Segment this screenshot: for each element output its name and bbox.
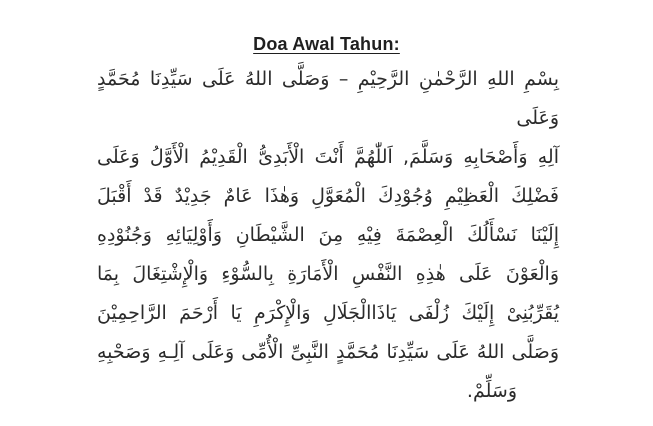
prayer-line: بِسْمِ اللهِ الرَّحْمٰنِ الرَّحِيْمِ – وَصَلَّى اللهُ عَلَى سَيِّدِنَا مُحَمَّدٍ وَعَلَى: [97, 68, 559, 129]
prayer-line: إِلَيْنَا نَسْأَلُكَ الْعِصْمَةَ فِيْهِ مِنَ الشَّيْطَانِ وَأَوْلِيَائِهِ وَجُنُوْدِهِ: [97, 224, 559, 246]
prayer-line-last: وَسَلِّمْ.: [466, 380, 517, 402]
prayer-line: وَصَلَّى اللهُ عَلَى سَيِّدِنَا مُحَمَّدٍ النَّبِىِّ الْأُمِّى وَعَلَى آلِـهِ وَصَحْبِهِ: [97, 341, 559, 363]
prayer-line: فَضْلِكَ الْعَظِيْمِ وُجُوْدِكَ الْمُعَوَّلِ وَهٰذَا عَامٌ جَدِيْدٌ قَدْ أَقْبَلَ: [97, 185, 559, 207]
page-title: Doa Awal Tahun:: [253, 34, 400, 54]
prayer-line: آلِهِ وَأَصْحَابِهِ وَسَلَّمَ, اَللّٰهُمَّ أَنْتَ الْأَبَدِىُّ الْقَدِيْمُ الْأَوَّلُ وَعَلَى: [97, 146, 559, 168]
prayer-text-block: [97, 60, 559, 411]
prayer-line: يُقَرِّبُنِىْ إِلَيْكَ زُلْفَى يَاذَاالْجَلَالِ وَالْإِكْرَمِ يَا أَرْحَمَ الرَّاحِمِيْنَ: [97, 302, 559, 324]
prayer-line: وَالْعَوْنَ عَلَى هٰذِهِ النَّفْسِ الْأَمَارَةِ بِالسُّوْءِ وَالْإِشْتِغَالَ بِمَا: [97, 263, 559, 285]
